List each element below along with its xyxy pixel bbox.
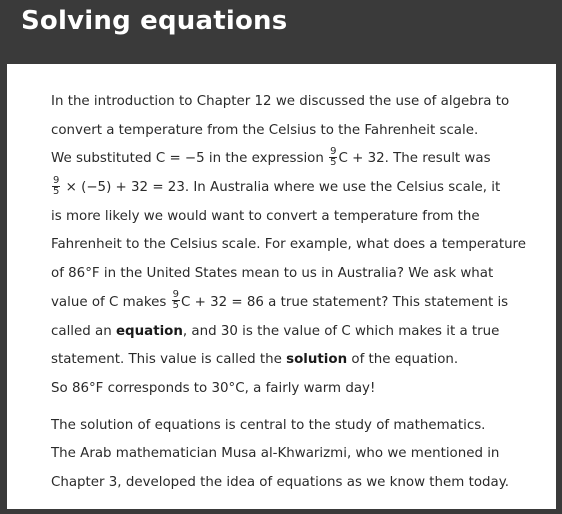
- text-span: In the introduction to Chapter 12 we discussed the use of algebra to: [51, 94, 510, 109]
- fraction-nine-fifths: [52, 176, 60, 197]
- fraction-nine-fifths: [329, 147, 337, 168]
- text-line: [51, 469, 551, 498]
- fraction-numerator: 9: [330, 145, 337, 157]
- text-span: C + 32. The result was: [338, 151, 491, 167]
- text-span: called an: [51, 323, 116, 339]
- content-panel: [7, 64, 556, 509]
- text-span: Chapter 3, developed the idea of equations as we know them today.: [51, 474, 509, 490]
- text-line: [51, 174, 551, 203]
- text-span: We substituted C = −5 in the expression: [51, 151, 329, 167]
- fraction-denominator: 5: [53, 185, 60, 197]
- term-solution: solution: [286, 352, 348, 368]
- text-line: [51, 88, 551, 117]
- text-span: × (−5) + 32 = 23. In Australia where we use the Celsius scale, it: [61, 180, 501, 196]
- fraction-numerator: 9: [53, 174, 60, 186]
- fraction-denominator: 5: [172, 300, 179, 312]
- text-span: Fahrenheit to the Celsius scale. For example, what does a temperature: [51, 237, 526, 253]
- text-span: C + 32 = 86 a true statement? This statement is: [180, 294, 509, 310]
- text-line: [51, 346, 551, 375]
- page-header: [0, 0, 562, 62]
- fraction-nine-fifths: [172, 290, 180, 311]
- text-line: [51, 412, 551, 441]
- page-title: Solving equations: [21, 6, 288, 36]
- text-line: [51, 318, 551, 347]
- text-line: [51, 289, 551, 318]
- text-line: [51, 117, 551, 146]
- text-line: [51, 260, 551, 289]
- text-line: [51, 145, 551, 174]
- text-line: [51, 440, 551, 469]
- text-span: value of C makes: [51, 294, 171, 310]
- text-span: of 86°F in the United States mean to us in Australia? We ask what: [51, 266, 494, 282]
- text-span: So 86°F corresponds to 30°C, a fairly warm day!: [51, 380, 376, 396]
- text-span: convert a temperature from the Celsius to the Fahrenheit scale.: [51, 122, 479, 138]
- text-line: [51, 375, 551, 404]
- term-equation: equation: [115, 323, 183, 339]
- text-span: is more likely we would want to convert a temperature from the: [51, 208, 480, 224]
- text-line: [51, 231, 551, 260]
- text-span: , and 30 is the value of C which makes it a true: [182, 323, 500, 339]
- fraction-denominator: 5: [330, 156, 337, 168]
- fraction-numerator: 9: [172, 289, 179, 301]
- body-text: [51, 88, 551, 498]
- text-span: The Arab mathematician Musa al-Khwarizmi, who we mentioned in: [51, 446, 500, 462]
- text-span: The solution of equations is central to the study of mathematics.: [51, 417, 486, 433]
- text-span: of the equation.: [347, 352, 459, 368]
- text-span: statement. This value is called the: [51, 352, 287, 368]
- paragraph-gap: [51, 404, 551, 412]
- text-line: [51, 203, 551, 232]
